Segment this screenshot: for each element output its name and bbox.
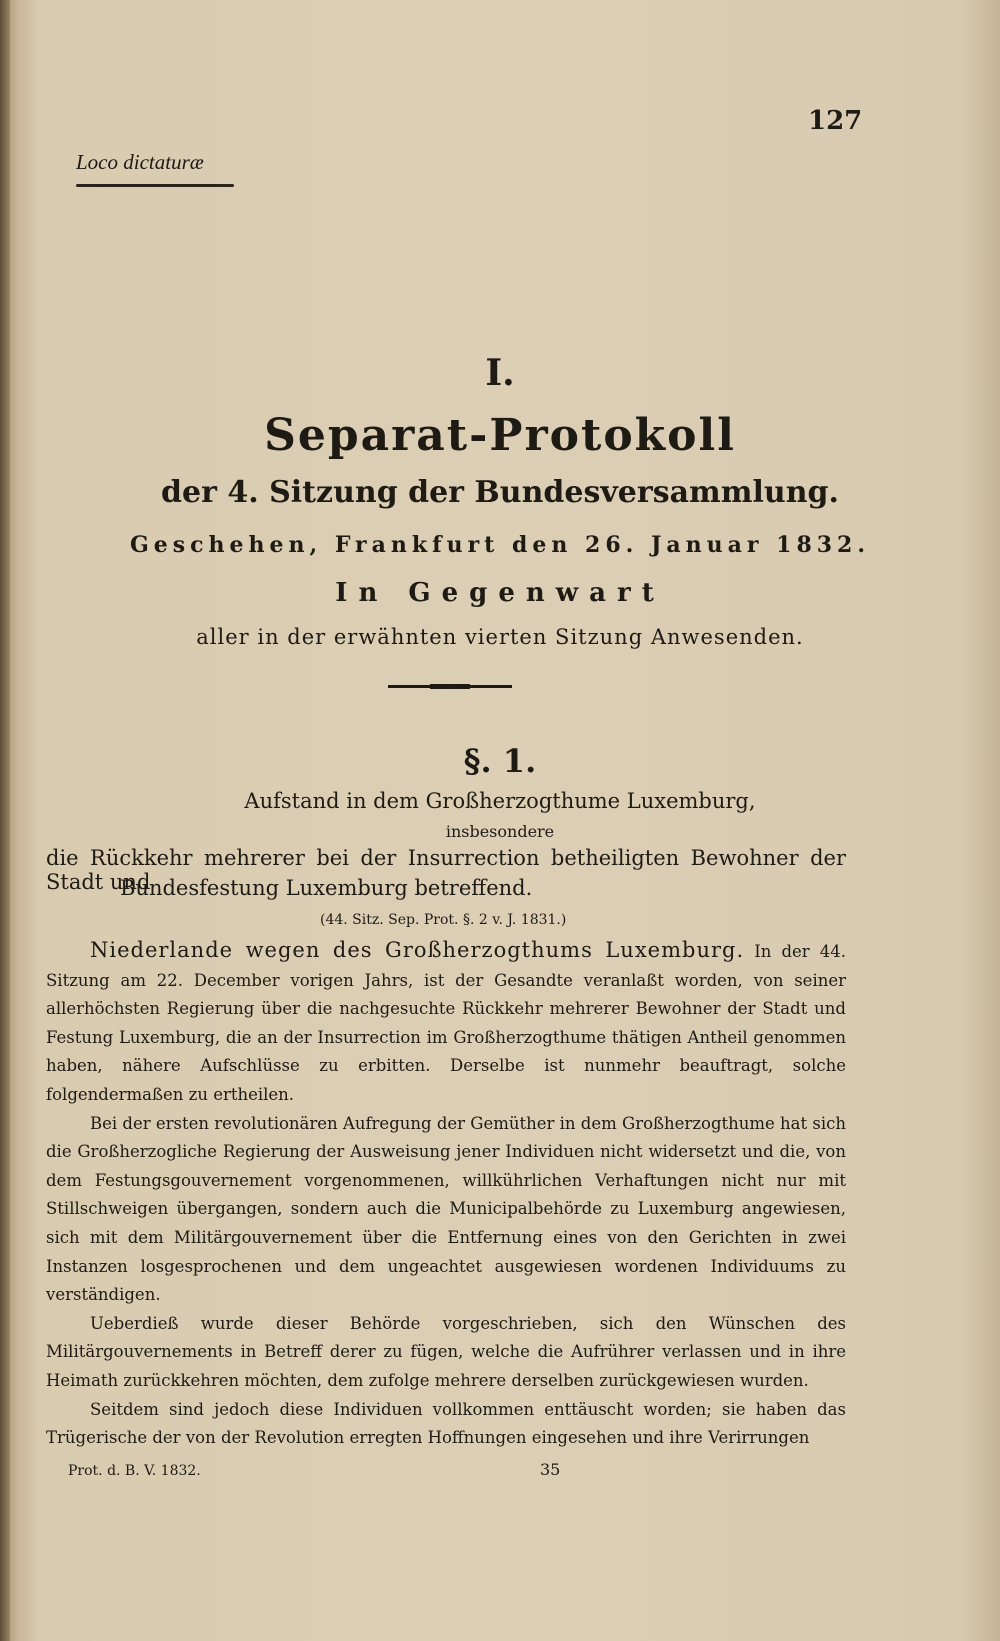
section-heading-line2: insbesondere <box>445 822 555 841</box>
sheet-number: 35 <box>540 1460 561 1479</box>
section-heading-line4: Bundesfestung Luxemburg betreffend. <box>120 876 533 900</box>
paragraph: Ueberdieß wurde dieser Behörde vorgeschrieben, sich den Wünschen des Militärgouvernements in Betreff derer zu fügen, welche die Aufrührer verlassen und in ihre Heimath zurückkehren möchten, dem zufolge mehrere derselben zurückgewiesen wurden. <box>46 1313 846 1390</box>
section-heading-line3: die Rückkehr mehrerer bei der Insurrection betheiligten Bewohner der Stadt und <box>46 846 846 894</box>
section-symbol: §. 1. <box>463 742 537 780</box>
protocol-reference: (44. Sitz. Sep. Prot. §. 2 v. J. 1831.) <box>320 912 567 928</box>
loco-note: Loco dictaturæ <box>76 150 204 174</box>
date-line: Geschehen, Frankfurt den 26. Januar 1832. <box>129 532 871 558</box>
page-number: 127 <box>808 106 863 136</box>
roman-numeral: I. <box>485 352 515 394</box>
section-heading-line1: Aufstand in dem Großherzogthume Luxemburg, <box>244 789 756 813</box>
document-title: Separat-Protokoll <box>264 410 736 461</box>
paragraph <box>46 936 846 1110</box>
paragraph-text: In der 44. Sitzung am 22. December vorigen Jahrs, ist der Gesandte veranlaßt worden, von seiner allerhöchsten Regierung über die nachgesuchte Rückkehr mehrerer Bewohner der Stadt und Festung Luxemburg, die an der Insurrection im Großherzogthume thätigen Antheil genommen haben, nähere Aufschlüsse zu erbitten. Derselbe ist nunmehr beauftragt, solche folgendermaßen zu ertheilen. <box>46 942 846 1104</box>
paragraph: Seitdem sind jedoch diese Individuen vollkommen enttäuscht worden; sie haben das Trügerische der von der Revolution erregten Hoffnungen eingesehen und ihre Verirrungen <box>46 1399 846 1448</box>
document-subtitle: der 4. Sitzung der Bundesversammlung. <box>161 475 839 510</box>
body-text <box>46 936 846 1453</box>
paragraph-lead: Niederlande wegen des Großherzogthums Luxemburg. <box>90 938 745 962</box>
loco-underline <box>76 184 234 187</box>
ornamental-divider <box>388 685 512 688</box>
presence-heading: In Gegenwart <box>335 578 665 608</box>
paragraph: Bei der ersten revolutionären Aufregung der Gemüther in dem Großherzogthume hat sich die Großherzogliche Regierung der Ausweisung jener Individuen nicht widersetzt und die, von dem Festungsgouvernement vorgenommenen, willkührlichen Verhaftungen nicht nur mit Stillschweigen übergangen, sondern auch die Municipalbehörde zu Luxemburg angewiesen, sich mit dem Militärgouvernement über die Entfernung eines von den Gerichten in zwei Instanzen losgesprochenen und dem ungeachtet ausgewiesen wordenen Individuums zu verständigen. <box>46 1113 847 1305</box>
footer-signature: Prot. d. B. V. 1832. <box>68 1463 201 1479</box>
binding-edge <box>0 0 10 1641</box>
attendees-line: aller in der erwähnten vierten Sitzung Anwesenden. <box>196 625 804 649</box>
